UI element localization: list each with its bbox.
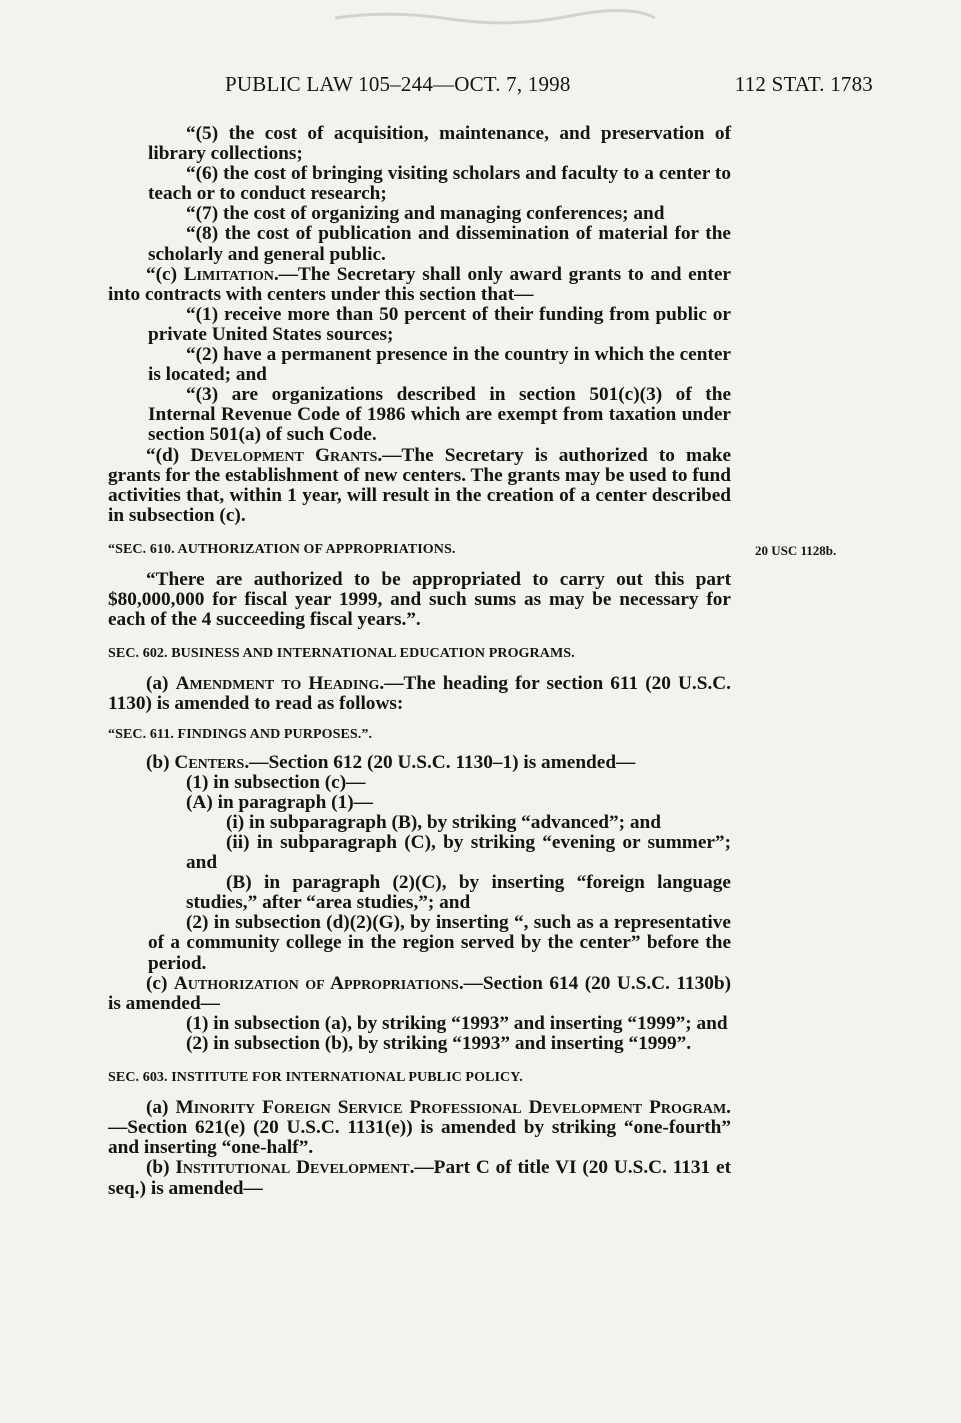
section-602-b-lead: (b) bbox=[146, 751, 175, 773]
section-603-a-heading: Minority Foreign Service Professional Development Program. bbox=[175, 1097, 731, 1119]
appropriations-clause-1: (1) in subsection (a), by striking “1993” and inserting “1999”; and bbox=[186, 1012, 728, 1034]
section-602-c-heading: Authorization of Appropriations. bbox=[173, 972, 464, 994]
subsection-c-limitation bbox=[108, 265, 731, 305]
paragraph-6: “(6) the cost of bringing visiting scholars and faculty to a center to teach or to conduct research; bbox=[148, 163, 731, 205]
section-603-b-lead: (b) bbox=[146, 1157, 176, 1179]
paragraph-7: “(7) the cost of organizing and managing conferences; and bbox=[186, 203, 665, 225]
section-603-heading: SEC. 603. INSTITUTE FOR INTERNATIONAL PUBLIC POLICY. bbox=[108, 1070, 523, 1086]
header-stat-page: 112 STAT. 1783 bbox=[734, 72, 873, 96]
paragraph-8: “(8) the cost of publication and dissemination of material for the scholarly and general public. bbox=[148, 223, 731, 265]
section-602-a-lead: (a) bbox=[146, 673, 176, 695]
header-law-date: PUBLIC LAW 105–244—OCT. 7, 1998 bbox=[225, 72, 571, 96]
section-603-a bbox=[108, 1098, 731, 1158]
subsection-d-text: —The Secretary is authorized to make grants for the establishment of new centers. The grants may be used to fund activities that, within 1 year, will result in the creation of a center described in subsection (c). bbox=[108, 444, 732, 526]
section-610-text: “There are authorized to be appropriated to carry out this part $80,000,000 for fiscal year 1999, and such sums as may be necessary for each of the 4 succeeding fiscal years.”. bbox=[108, 568, 731, 631]
subsection-c-lead: “(c) bbox=[146, 263, 184, 285]
paragraph-5: “(5) the cost of acquisition, maintenance, and preservation of library collections; bbox=[148, 123, 731, 165]
subsection-c-heading: Limitation. bbox=[183, 263, 279, 285]
section-602-a-text: —The heading for section 611 (20 U.S.C. 1130) is amended to read as follows: bbox=[108, 673, 732, 715]
limitation-2: “(2) have a permanent presence in the country in which the center is located; and bbox=[148, 344, 731, 386]
section-603-a-lead: (a) bbox=[146, 1097, 176, 1119]
section-602-b-heading: Centers. bbox=[174, 751, 250, 773]
centers-clause-1: (1) in subsection (c)— bbox=[186, 771, 366, 793]
section-602-c-lead: (c) bbox=[146, 972, 174, 994]
centers-clause-A-ii: (ii) in subparagraph (C), by striking “evening or summer”; and bbox=[186, 832, 731, 874]
section-602-heading: SEC. 602. BUSINESS AND INTERNATIONAL EDUCATION PROGRAMS. bbox=[108, 646, 575, 662]
centers-clause-A-i: (i) in subparagraph (B), by striking “advanced”; and bbox=[226, 811, 661, 833]
section-602-c-text: —Section 614 (20 U.S.C. 1130b) is amended— bbox=[108, 972, 731, 1014]
section-603-a-text: —Section 621(e) (20 U.S.C. 1131(e)) is amended by striking “one-fourth” and inserting “one-half”. bbox=[108, 1117, 731, 1159]
section-602-a bbox=[108, 674, 731, 714]
limitation-1: “(1) receive more than 50 percent of their funding from public or private United States sources; bbox=[148, 303, 731, 345]
section-603-b-heading: Institutional Development. bbox=[175, 1157, 415, 1179]
margin-citation: 20 USC 1128b. bbox=[755, 543, 837, 558]
section-603-b-text: —Part C of title VI (20 U.S.C. 1131 et seq.) is amended— bbox=[108, 1157, 731, 1199]
section-610-heading: “SEC. 610. AUTHORIZATION OF APPROPRIATIONS. bbox=[108, 541, 456, 557]
subsection-c-text: —The Secretary shall only award grants to and enter into contracts with centers under this section that— bbox=[108, 263, 731, 305]
limitation-3: “(3) are organizations described in section 501(c)(3) of the Internal Revenue Code of 1986 which are exempt from taxation under section 501(a) of such Code. bbox=[148, 384, 731, 446]
section-602-a-heading: Amendment to Heading. bbox=[175, 673, 385, 695]
subsection-d-lead: “(d) bbox=[146, 444, 191, 466]
centers-clause-2: (2) in subsection (d)(2)(G), by inserting “, such as a representative of a community college in the region served by the center” before the period. bbox=[148, 912, 731, 974]
section-603-b bbox=[108, 1158, 731, 1198]
subsection-d-heading: Development Grants. bbox=[190, 444, 383, 466]
subsection-d-development-grants bbox=[108, 446, 731, 526]
section-602-b-text: —Section 612 (20 U.S.C. 1130–1) is amended— bbox=[249, 751, 636, 773]
centers-clause-A: (A) in paragraph (1)— bbox=[186, 791, 373, 813]
scan-artifact bbox=[330, 6, 660, 28]
section-602-b bbox=[108, 753, 731, 773]
section-602-c bbox=[108, 974, 731, 1014]
document-body bbox=[108, 124, 731, 1199]
section-611-heading: “SEC. 611. FINDINGS AND PURPOSES.”. bbox=[108, 726, 373, 742]
appropriations-clause-2: (2) in subsection (b), by striking “1993” and inserting “1999”. bbox=[186, 1032, 692, 1054]
centers-clause-B: (B) in paragraph (2)(C), by inserting “foreign language studies,” after “area studies,”; and bbox=[186, 872, 731, 914]
